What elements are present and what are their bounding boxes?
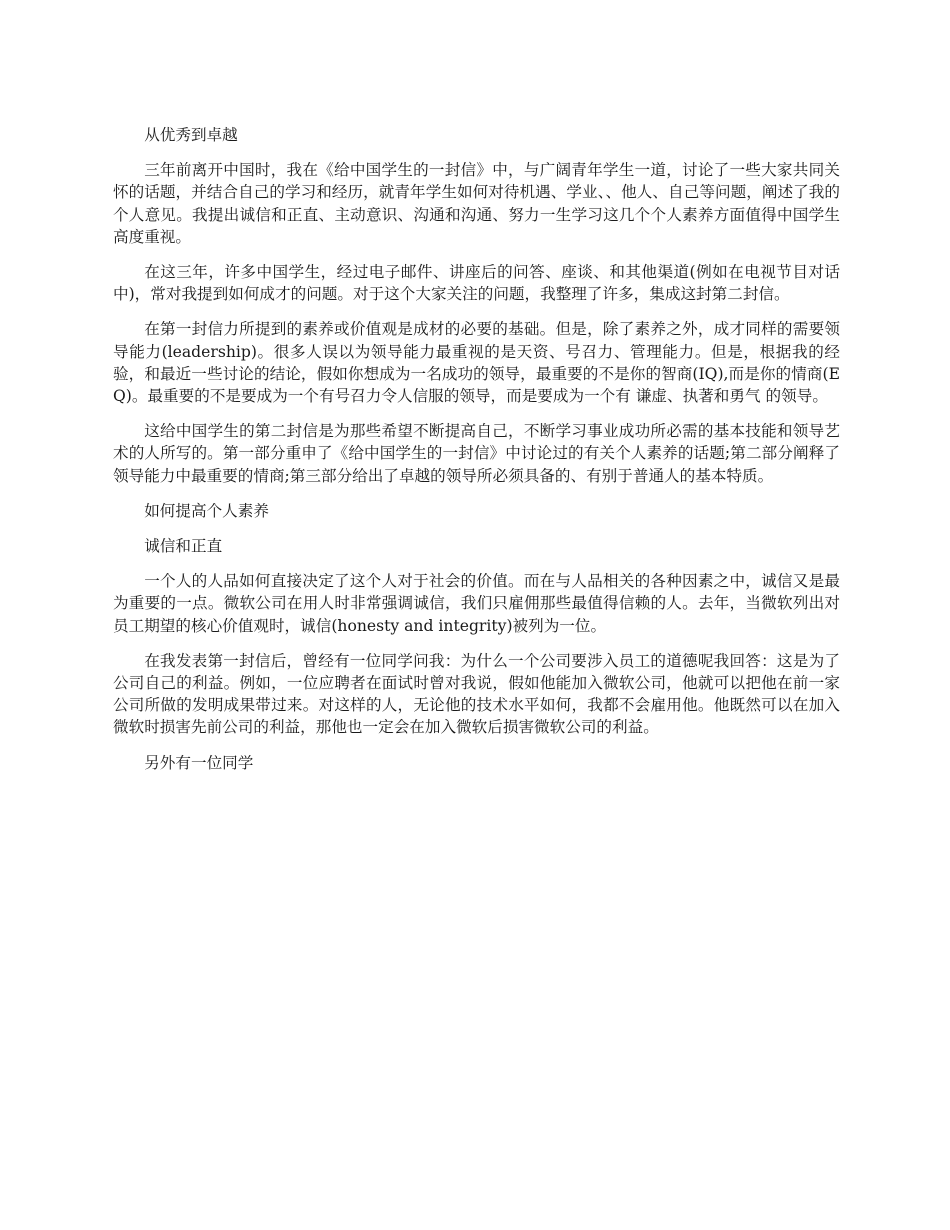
paragraph: 三年前离开中国时，我在《给中国学生的一封信》中，与广阔青年学生一道，讨论了一些大家共同关怀的话题，并结合自己的学习和经历，就青年学生如何对待机遇、学业、、他人、自己等问题，阐述了我的个人意见。我提出诚信和正直、主动意识、沟通和沟通、努力一生学习这几个个人素养方面值得中国学生高度重视。 <box>113 161 840 246</box>
section-heading: 如何提高个人素养 <box>144 501 269 520</box>
paragraph: 在这三年，许多中国学生，经过电子邮件、讲座后的问答、座谈、和其他渠道(例如在电视节目对话中)，常对我提到如何成才的问题。对于这个大家关注的问题，我整理了许多，集成这封第二封信。 <box>113 263 840 304</box>
subsection-heading: 诚信和正直 <box>144 537 223 556</box>
document-title: 从优秀到卓越 <box>144 126 238 144</box>
paragraph: 在第一封信力所提到的素养或价值观是成材的必要的基础。但是，除了素养之外，成才同样的需要领导能力(leadership)。很多人误以为领导能力最重视的是天资、号召力、管理能力。但是，根据我的经验，和最近一些讨论的结论，假如你想成为一名成功的领导，最重要的不是你的智商(IQ),而是你的情商(EQ)。最重要的不是要成为一个有号召力令人信服的领导，而是要成为一个有 谦虚、执著和勇气 的领导。 <box>113 320 840 406</box>
paragraph: 一个人的人品如何直接决定了这个人对于社会的价值。而在与人品相关的各种因素之中，诚信又是最为重要的一点。微软公司在用人时非常强调诚信，我们只雇佣那些最值得信赖的人。去年，当微软列出对员工期望的核心价值观时，诚信(honesty and integrity)被列为一位。 <box>113 572 840 635</box>
paragraph: 在我发表第一封信后，曾经有一位同学问我：为什么一个公司要涉入员工的道德呢我回答：这是为了公司自己的利益。例如，一位应聘者在面试时曾对我说，假如他能加入微软公司，他就可以把他在前一家公司所做的发明成果带过来。对这样的人，无论他的技术水平如何，我都不会雇用他。他既然可以在加入微软时损害先前公司的利益，那他也一定会在加入微软后损害微软公司的利益。 <box>113 651 840 737</box>
document-page <box>113 124 840 787</box>
closing-line: 另外有一位同学 <box>144 753 254 772</box>
paragraph: 这给中国学生的第二封信是为那些希望不断提高自己，不断学习事业成功所必需的基本技能和领导艺术的人所写的。第一部分重申了《给中国学生的一封信》中讨论过的有关个人素养的话题;第二部分阐释了领导能力中最重要的情商;第三部分给出了卓越的领导所必须具备的、有别于普通人的基本特质。 <box>113 422 840 485</box>
